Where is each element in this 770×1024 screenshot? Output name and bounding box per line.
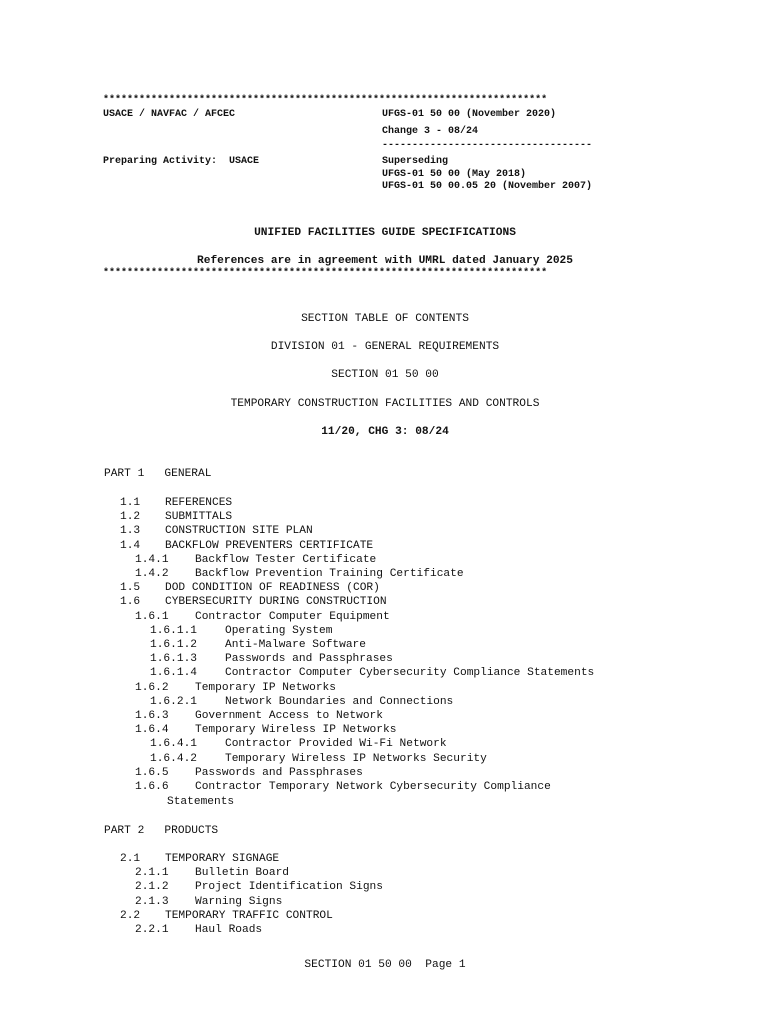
toc-item-title[interactable]: Network Boundaries and Connections [225, 695, 454, 708]
toc-item-title[interactable]: Temporary IP Networks [195, 681, 336, 694]
bottom-star-rule: ************************************************************************** [103, 268, 548, 279]
toc-item-number: 1.6.4 [135, 724, 169, 737]
toc-item-number: 2.1.2 [135, 881, 169, 894]
toc-item-number: 1.6.2.1 [150, 695, 197, 708]
section-number: SECTION 01 50 00 [331, 369, 439, 381]
toc-wrap-line: Statements [167, 796, 235, 808]
preparing-activity: Preparing Activity: USACE [103, 156, 260, 167]
toc-item-title[interactable]: Temporary Wireless IP Networks [195, 724, 397, 737]
toc-item-number: 2.1.3 [135, 895, 169, 908]
toc-item-number: 1.6.1.4 [150, 667, 197, 680]
toc-item-number: 1.6.1.2 [150, 639, 197, 651]
toc-item-title[interactable]: Contractor Temporary Network Cybersecurity Compliance [195, 781, 551, 793]
superseding-spec-1: UFGS-01 50 00 (May 2018) [382, 169, 527, 180]
toc-item-number: 1.6.1 [135, 610, 169, 623]
toc-item-title[interactable]: Haul Roads [195, 924, 263, 936]
toc-item-title[interactable]: Bulletin Board [195, 867, 289, 880]
toc-item-title[interactable]: BACKFLOW PREVENTERS CERTIFICATE [165, 539, 374, 552]
toc-item-number: 1.6.6 [135, 781, 169, 793]
organization-label: USACE / NAVFAC / AFCEC [103, 109, 236, 120]
toc-item-number: 1.6.2 [135, 681, 169, 694]
toc-item-title[interactable]: TEMPORARY SIGNAGE [165, 853, 280, 865]
toc-item-title[interactable]: Temporary Wireless IP Networks Security [225, 752, 487, 765]
toc-item-title[interactable]: Operating System [225, 624, 333, 637]
division-heading: DIVISION 01 - GENERAL REQUIREMENTS [270, 341, 500, 353]
toc-item-title[interactable]: SUBMITTALS [165, 511, 233, 524]
toc-item-number: 1.3 [120, 525, 141, 538]
toc-item-number: 1.1 [120, 497, 141, 509]
toc-item-title[interactable]: Warning Signs [195, 895, 283, 908]
toc-item-number: 2.2 [120, 909, 141, 922]
revision-label: 11/20, CHG 3: 08/24 [321, 426, 449, 438]
guide-title: UNIFIED FACILITIES GUIDE SPECIFICATIONS [254, 227, 516, 239]
toc-item-number: 1.4 [120, 539, 141, 552]
toc-item-number: 1.4.1 [135, 553, 169, 566]
toc-item-number: 1.6.5 [135, 766, 169, 779]
toc-item-number: 1.6.4.2 [150, 752, 197, 765]
toc-item-title[interactable]: DOD CONDITION OF READINESS (COR) [165, 582, 380, 595]
references-note: References are in agreement with UMRL dated January 2025 [197, 255, 573, 267]
toc-item-title[interactable]: Government Access to Network [195, 710, 383, 722]
toc-item-title[interactable]: Backflow Tester Certificate [195, 553, 377, 566]
toc-item-number: 1.6.1.1 [150, 624, 197, 637]
toc-item-number: 2.1 [120, 853, 141, 865]
toc-item-number: 1.6.1.3 [150, 653, 197, 666]
top-star-rule: ************************************************************************** [103, 95, 548, 106]
toc-item-title[interactable]: CYBERSECURITY DURING CONSTRUCTION [165, 596, 387, 609]
page-footer: SECTION 01 50 00 Page 1 [304, 959, 466, 971]
part-2-heading: PART 2 PRODUCTS [104, 825, 219, 837]
toc-item-number: 1.4.2 [135, 568, 169, 580]
toc-item-title[interactable]: Backflow Prevention Training Certificate [195, 568, 464, 580]
toc-item-number: 1.2 [120, 511, 141, 524]
toc-item-title[interactable]: Contractor Computer Cybersecurity Compliance Statements [225, 667, 595, 680]
superseding-spec-2: UFGS-01 50 00.05 20 (November 2007) [382, 181, 593, 192]
toc-item-title[interactable]: Passwords and Passphrases [195, 766, 363, 779]
toc-item-title[interactable]: Anti-Malware Software [225, 639, 366, 651]
change-label: Change 3 - 08/24 [382, 126, 479, 137]
superseding-label: Superseding [382, 156, 449, 167]
toc-item-title[interactable]: CONSTRUCTION SITE PLAN [165, 525, 313, 538]
spec-identifier: UFGS-01 50 00 (November 2020) [382, 109, 557, 120]
toc-item-number: 2.2.1 [135, 924, 169, 936]
toc-item-title[interactable]: Contractor Computer Equipment [195, 610, 390, 623]
part-1-heading: PART 1 GENERAL [104, 468, 212, 480]
toc-item-number: 1.5 [120, 582, 141, 595]
dash-rule: ----------------------------------- [382, 140, 593, 151]
toc-item-title[interactable]: Contractor Provided Wi-Fi Network [225, 738, 447, 751]
toc-item-title[interactable]: Passwords and Passphrases [225, 653, 393, 666]
toc-item-title[interactable]: TEMPORARY TRAFFIC CONTROL [165, 909, 333, 922]
toc-item-number: 2.1.1 [135, 867, 169, 880]
toc-item-title[interactable]: Project Identification Signs [195, 881, 383, 894]
toc-item-title[interactable]: REFERENCES [165, 497, 233, 509]
toc-heading: SECTION TABLE OF CONTENTS [301, 313, 469, 325]
section-name: TEMPORARY CONSTRUCTION FACILITIES AND CONTROLS [230, 398, 540, 410]
toc-item-number: 1.6 [120, 596, 141, 609]
toc-item-number: 1.6.3 [135, 710, 169, 722]
toc-item-number: 1.6.4.1 [150, 738, 197, 751]
